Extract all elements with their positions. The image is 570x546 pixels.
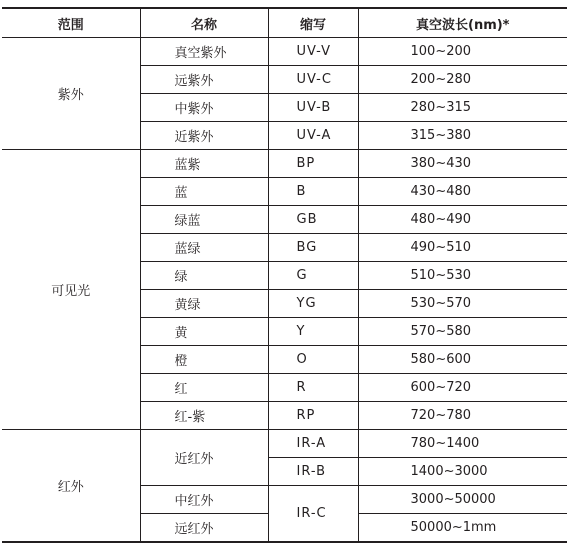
abbr-cell: UV-A xyxy=(268,122,358,150)
header-wavelength: 真空波长(nm)* xyxy=(358,8,567,38)
abbr-cell: Y xyxy=(268,318,358,346)
wavelength-cell: 430~480 xyxy=(358,178,567,206)
abbr-cell: BG xyxy=(268,234,358,262)
name-cell: 真空紫外 xyxy=(140,38,268,66)
wavelength-cell: 580~600 xyxy=(358,346,567,374)
abbr-cell: GB xyxy=(268,206,358,234)
wavelength-cell: 50000~1mm xyxy=(358,514,567,543)
abbr-cell: B xyxy=(268,178,358,206)
name-cell: 红-紫 xyxy=(140,402,268,430)
name-cell: 绿蓝 xyxy=(140,206,268,234)
wavelength-cell: 380~430 xyxy=(358,150,567,178)
name-cell: 蓝 xyxy=(140,178,268,206)
header-name: 名称 xyxy=(140,8,268,38)
name-cell: 蓝绿 xyxy=(140,234,268,262)
wavelength-cell: 3000~50000 xyxy=(358,486,567,514)
header-row xyxy=(2,8,567,38)
abbr-cell: BP xyxy=(268,150,358,178)
name-cell: 橙 xyxy=(140,346,268,374)
abbr-cell: R xyxy=(268,374,358,402)
wavelength-cell: 780~1400 xyxy=(358,430,567,458)
name-cell: 蓝紫 xyxy=(140,150,268,178)
wavelength-cell: 200~280 xyxy=(358,66,567,94)
abbr-cell: RP xyxy=(268,402,358,430)
abbr-cell: G xyxy=(268,262,358,290)
wavelength-cell: 100~200 xyxy=(358,38,567,66)
name-cell: 绿 xyxy=(140,262,268,290)
abbr-cell: YG xyxy=(268,290,358,318)
table-row xyxy=(2,38,567,66)
range-cell-ir: 红外 xyxy=(2,430,140,543)
name-cell: 中红外 xyxy=(140,486,268,514)
abbr-cell: O xyxy=(268,346,358,374)
range-cell-visible: 可见光 xyxy=(2,150,140,430)
wavelength-cell: 530~570 xyxy=(358,290,567,318)
name-cell: 红 xyxy=(140,374,268,402)
wavelength-cell: 570~580 xyxy=(358,318,567,346)
header-range: 范围 xyxy=(2,8,140,38)
header-abbr: 缩写 xyxy=(268,8,358,38)
name-cell: 黄绿 xyxy=(140,290,268,318)
abbr-cell: UV-B xyxy=(268,94,358,122)
name-cell: 远红外 xyxy=(140,514,268,543)
spectrum-table xyxy=(2,7,567,543)
wavelength-cell: 510~530 xyxy=(358,262,567,290)
range-cell-uv: 紫外 xyxy=(2,38,140,150)
wavelength-cell: 280~315 xyxy=(358,94,567,122)
abbr-cell: UV-V xyxy=(268,38,358,66)
name-cell: 黄 xyxy=(140,318,268,346)
wavelength-cell: 490~510 xyxy=(358,234,567,262)
table-row xyxy=(2,150,567,178)
name-cell: 中紫外 xyxy=(140,94,268,122)
wavelength-cell: 480~490 xyxy=(358,206,567,234)
abbr-cell: IR-B xyxy=(268,458,358,486)
name-cell: 近红外 xyxy=(140,430,268,486)
abbr-cell: IR-A xyxy=(268,430,358,458)
name-cell: 远紫外 xyxy=(140,66,268,94)
wavelength-cell: 720~780 xyxy=(358,402,567,430)
wavelength-cell: 1400~3000 xyxy=(358,458,567,486)
wavelength-cell: 315~380 xyxy=(358,122,567,150)
name-cell: 近紫外 xyxy=(140,122,268,150)
abbr-cell: IR-C xyxy=(268,486,358,543)
table-row xyxy=(2,430,567,458)
wavelength-cell: 600~720 xyxy=(358,374,567,402)
abbr-cell: UV-C xyxy=(268,66,358,94)
